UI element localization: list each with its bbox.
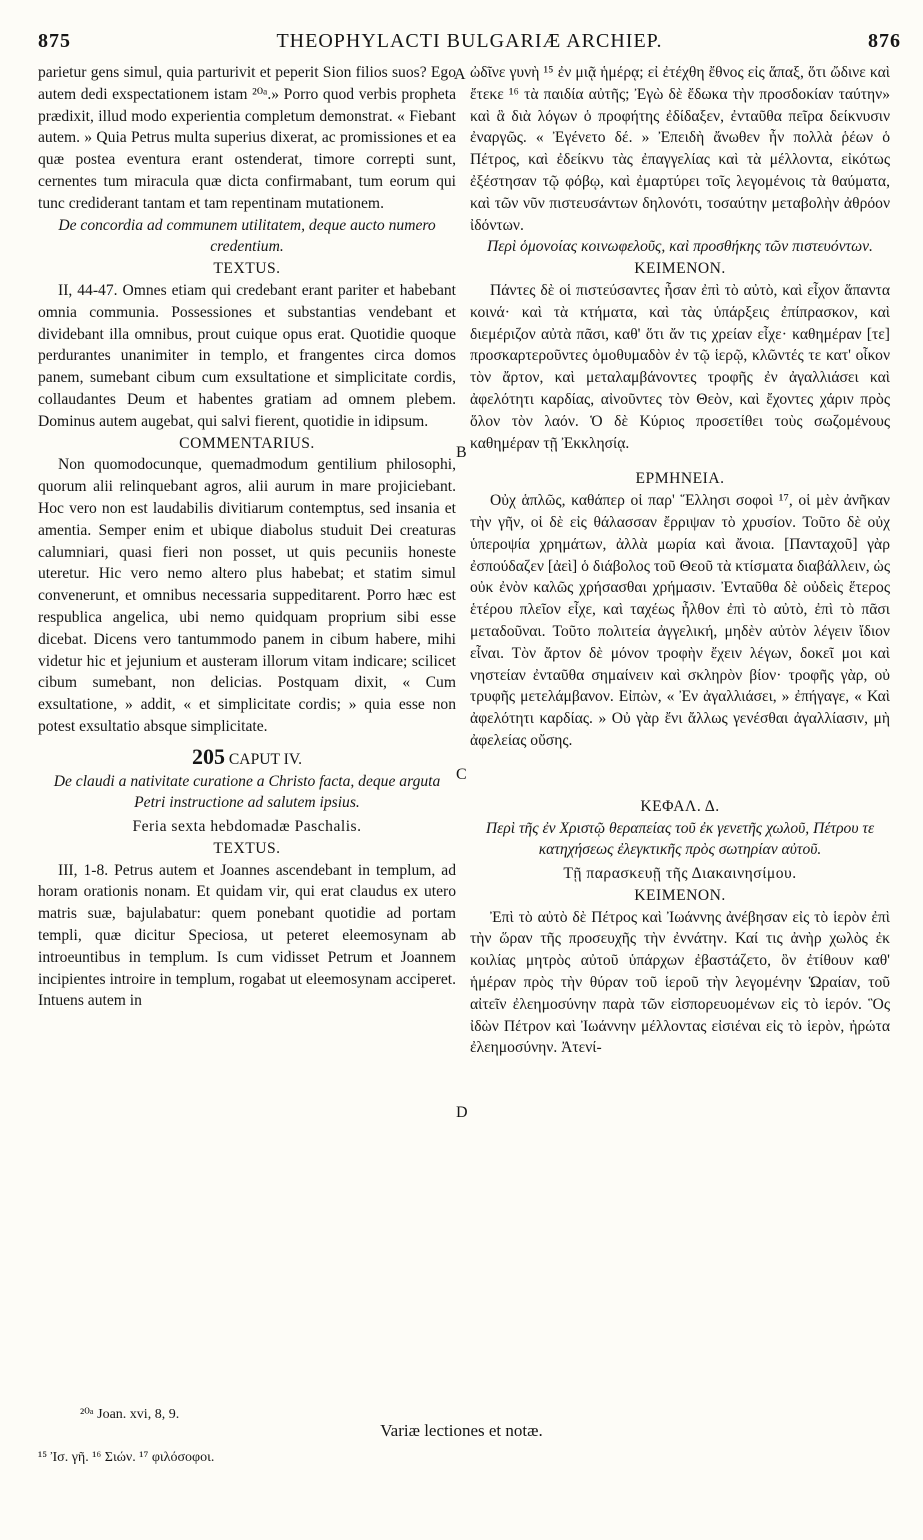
greek-keimenon-heading-2: ΚΕΙΜΕΝΟΝ. [634,886,726,904]
variae-lectiones-heading: Variæ lectiones et notæ. [380,1421,543,1440]
greek-commentary: Οὐχ ἁπλῶς, καθάπερ οἱ παρ' Ἕλλησι σοφοὶ ¹⁷, οἱ μὲν ἀνῆκαν τὴν γῆν, οἱ δὲ εἰς θάλασσαν ἔρριψαν τὸ χρυσίον. Τοῦτο δὲ οὐχ ὑπεροψία χρημάτων, ἀλλὰ μωρία καὶ ἄνοια. [Πανταχοῦ] γὰρ ἐσπούδαζεν [ἀεὶ] ὁ διάβολος τοῦ Θεοῦ τὰ κτίσματα διαβάλλειν, ὡς οὐκ ἐνὸν καλῶς χρήσασθαι χρήμασιν. Ἐνταῦθα δὲ οὐδεὶς ἕτερος ἑτέρου πλεῖον εἶχε, καὶ ταχέως ἦλθον ἐπὶ τὸ αὐτὸ, ἐπὶ τὸ πᾶσι μεταδοῦναι. Τοῦτο πολιτεία ἀγγελική, μηδὲν αὐτὸν λέγειν ἴδιον εἶναι. Τὸν ἄρτον δὲ μόνον τροφὴν ἔχειν λέγων, δοκεῖ μοι καὶ νηστείαν ἐνταῦθα σημαίνειν καὶ σκληρὸν βίον· τροφῆς γὰρ, οὐ τρυφῆς μετελάμβανον. Εἰπὼν, « Ἐν ἀγαλλιάσει, » ἐπήγαγε, « Καὶ ἀφελότητι καρδίας. » Οὐ γὰρ ἔνι ἄλλως γενέσθαι ἀγαλλίασιν, μὴ ἀφελείας οὔσης. [470,492,890,749]
footnote-greek: ¹⁵ Ἰσ. γῆ. ¹⁶ Σιών. ¹⁷ φιλόσοφοι. [38,1450,215,1465]
latin-section-heading-1: De concordia ad communem utilitatem, deque aucto numero credentium. [58,216,436,256]
greek-column [470,62,890,1059]
latin-text-acts-3: III, 1-8. Petrus autem et Joannes ascendebant in templum, ad horam orationis nonam. Et quidam vir, qui erat claudus ex utero matris suæ, bajulabatur: quem ponebant quotidie ad portam templi, quæ dicitur Speciosa, ut peteret eleemosynam ab introeuntibus in templum. Is cum vidisset Petrum et Joannem incipientes introire in templum, rogabat ut eleemosynam acciperet. Intuens autem in [38,861,456,1010]
margin-letter-c: C [456,766,467,783]
caput-title: CAPUT IV. [228,750,302,768]
caput-heading [38,743,456,771]
latin-feria: Feria sexta hebdomadæ Paschalis. [132,818,362,836]
margin-letter-a: A [454,66,466,83]
greek-text-acts-3: Ἐπὶ τὸ αὐτὸ δὲ Πέτρος καὶ Ἰωάννης ἀνέβησαν εἰς τὸ ἱερὸν ἐπὶ τὴν ὥραν τῆς προσευχῆς τὴν ἐννάτην. Καί τις ἀνὴρ χωλὸς ἐκ κοιλίας μητρὸς αὐτοῦ ὑπάρχων ἐβαστάζετο, ὃν ἐτίθουν καθ' ἡμέραν πρὸς τὴν θύραν τοῦ ἱεροῦ τὴν λεγομένην Ὡραίαν, τοῦ αἰτεῖν ἐλεημοσύνην παρὰ τῶν εἰσπορευομένων εἰς τὸ ἱερόν. Ὃς ἰδὼν Πέτρον καὶ Ἰωάννην μέλλοντας εἰσιέναι εἰς τὸ ἱερὸν, ἠρώτα ἐλεημοσύνην. Ἀτενί- [470,908,890,1057]
latin-commentarius-heading: COMMENTARIUS. [179,434,315,452]
running-head [38,30,901,60]
margin-letter-b: B [456,444,467,461]
page-number-left: 875 [38,30,71,52]
latin-textus-heading-1: TEXTUS. [213,260,281,278]
greek-section-heading-2: Περὶ τῆς ἐν Χριστῷ θεραπείας τοῦ ἐκ γενετῆς χωλοῦ, Πέτρου τε κατηχήσεως ἐλεγκτικῆς πρὸς σωτηρίαν αὐτοῦ. [485,819,875,859]
latin-commentary: Non quomodocunque, quemadmodum gentilium philosophi, quorum alii relinquebant agros, alii aurum in mare projiciebant. Hoc vero non est laudabilis divitiarum contemptus, sed insania et amentia. Semper enim et ubique diabolus studuit Dei creaturas calumniari, quasi fieri non posset, ut quis pecuniis honeste uteretur. Hic vero nemo altero plus habebat; et statim simul convenerunt, et omnibus necessaria suppeditarent. Porro hæc est respublica angelica, ubi nemo quidquam proprium sibi esse dicebat. Dicens vero tantummodo panem in cibum habere, mihi videtur hic et jejunium et austeram illorum vitam indicare; scilicet cibum sumebant, non delicias. Postquam dixit, « Cum exsultatione, » addit, « et simplicitate cordis; » quia esse non potest exsultatio absque simplicitate. [38,456,456,735]
greek-section-heading-1: Περὶ ὁμονοίας κοινωφελοῦς, καὶ προσθήκης τῶν πιστευόντων. [487,238,873,256]
footnote-latin: ²⁰ᵃ Joan. xvi, 8, 9. [80,1407,180,1422]
margin-letter-d: D [456,1104,468,1121]
caput-number: 205 [192,743,225,769]
latin-textus-heading-2: TEXTUS. [213,839,281,857]
greek-text-acts-2: Πάντες δὲ οἱ πιστεύσαντες ἦσαν ἐπὶ τὸ αὐτὸ, καὶ εἶχον ἅπαντα κοινά· καὶ τὰ κτήματα, καὶ τὰς ὑπάρξεις ἐπίπρασκον, καὶ διεμέριζον αὐτὰ πᾶσι, καθ' ὅτι ἄν τις χρείαν εἶχε· καθημέραν [τε] προσκαρτεροῦντες ὁμοθυμαδὸν ἐν τῷ ἱερῷ, κλῶντές τε κατ' οἶκον τὸν ἄρτον, καὶ μεταλαμβάνοντες τροφῆς ἐν ἀγαλλιάσει καὶ ἀφελότητι καρδίας, αἰνοῦντες τὸν Θεὸν, καὶ ἔχοντες χάριν πρὸς ὅλον τὸν λαόν. Ὁ δὲ Κύριος προσετίθει τοὺς σωζομένους καθημέραν τῇ Ἐκκλησίᾳ. [470,281,890,452]
greek-feria: Τῇ παρασκευῇ τῆς Διακαινησίμου. [563,865,797,883]
latin-section-heading-2: De claudi a nativitate curatione a Christo facta, deque arguta Petri instructione ad salutem ipsius. [53,772,441,812]
latin-paragraph-1: parietur gens simul, quia parturivit et peperit Sion filios suos? Ego autem dedi exspectationem istam ²⁰ᵃ.» Porro quod verbis propheta prædixit, illud modo experientia completum demonstrat. « Fiebant autem. » Quia Petrus multa superius dixerat, ac promissiones et ea quæ postea eventura erant ostenderat, timore correpti sunt, cernentes tum miracula quæ dicta confirmabant, tum eorum qui tunc crediderant tantam et tam repentinam mutationem. [38,64,456,212]
greek-paragraph-1: ὠδῖνε γυνὴ ¹⁵ ἐν μιᾷ ἡμέρᾳ; εἰ ἐτέχθη ἔθνος εἰς ἅπαξ, ὅτι ὤδινε καὶ ἔτεκε ¹⁶ τὰ παιδία αὐτῆς; Ἐγὼ δὲ ἔδωκα τὴν προσδοκίαν ταύτην» καὶ ἃ διὰ λόγων ὁ προφήτης ἐδίδαξεν, ἐνταῦθα πεῖρα δείκνυσιν ἐναργῶς. « Ἐγένετο δέ. » Ἐπειδὴ ἄνωθεν ἦν πολλὰ ῥέων ὁ Πέτρος, καὶ ἐδείκνυ τὰς ἐπαγγελίας καὶ τὰ μέλλοντα, εἰκότως ἐξέστησαν τῷ φόβῳ, καὶ ἐμαρτύρει τοῖς λεγομένοις τὰ θαύματα, καὶ τῶν νῦν πιστευσάντων δηλονότι, τοσαύτην μεταβολὴν ἀθρόον ἰδόντων. [470,64,890,234]
greek-keimenon-heading-1: ΚΕΙΜΕΝΟΝ. [634,260,726,278]
latin-column [38,62,456,1012]
page-number-right: 876 [868,30,901,52]
latin-text-acts-2: II, 44-47. Omnes etiam qui credebant erant pariter et habebant omnia communia. Possessiones et substantias vendebant et dividebant illa omnibus, prout cuique opus erat. Quotidie quoque perdurantes unanimiter in templo, et frangentes circa domos panem, sumebant cibum cum exsultatione et simplicitate cordis, collaudantes Deum et habentes gratiam ad omnem plebem. Dominus autem augebat, qui salvi fierent, quotidie in idipsum. [38,281,456,430]
greek-hermeneia-heading: ΕΡΜΗΝΕΙΑ. [635,470,725,488]
kephal-heading: ΚΕΦΑΛ. Δ. [640,797,720,815]
running-title: THEOPHYLACTI BULGARIÆ ARCHIEP. [276,30,663,52]
